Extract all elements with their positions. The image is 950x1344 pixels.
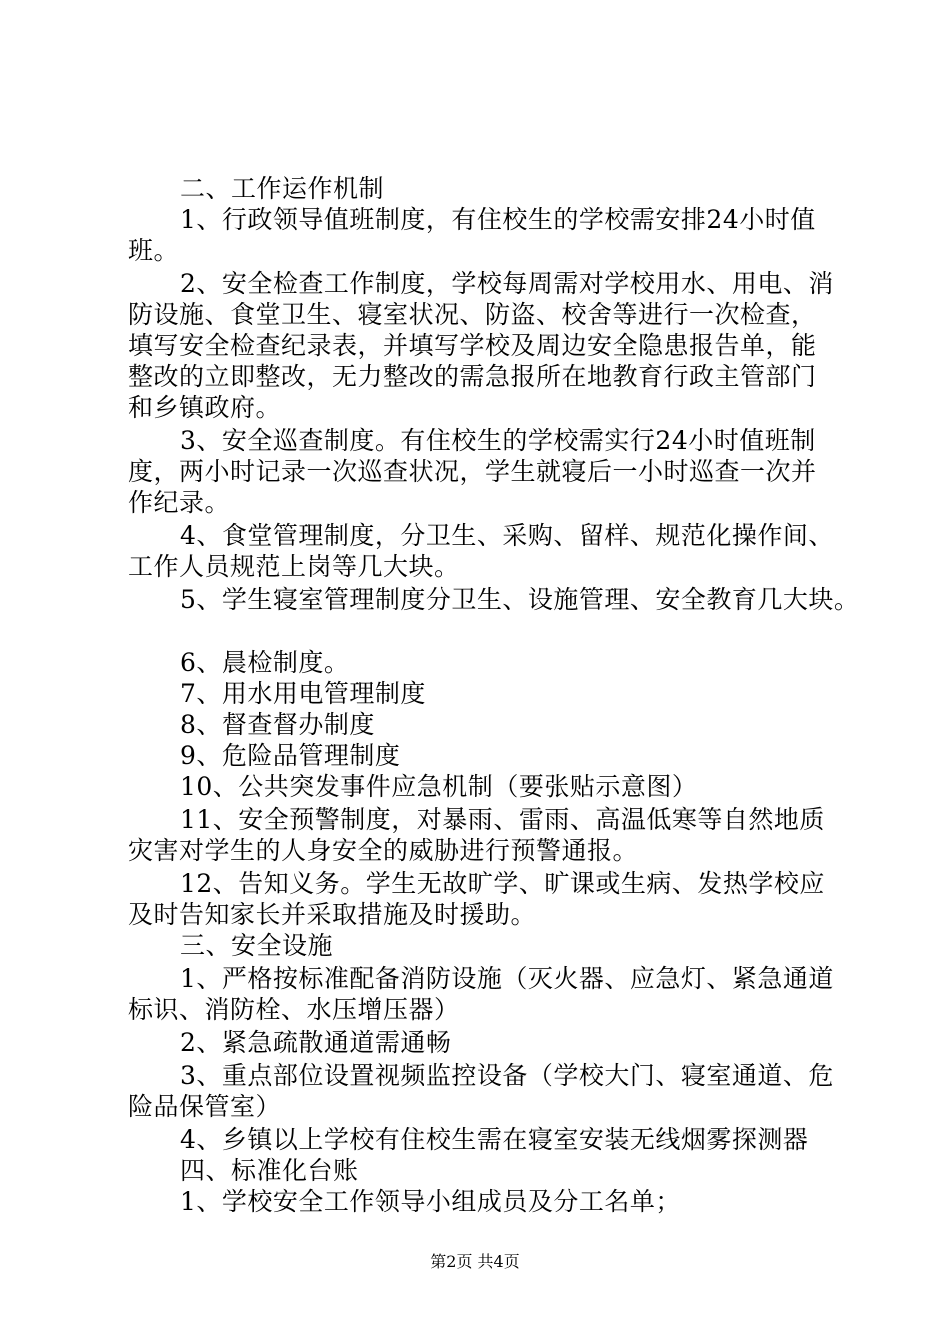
paragraph-line: 3、重点部位设置视频监控设备（学校大门、寝室通道、危 [180,1061,834,1090]
paragraph-line: 2、紧急疏散通道需通畅 [180,1028,452,1057]
section-heading: 四、标准化台账 [180,1156,359,1185]
paragraph-line: 9、危险品管理制度 [180,741,401,770]
page-footer: 第2页 共4页 [430,1252,520,1271]
paragraph-line: 8、督查督办制度 [180,710,375,739]
paragraph-line: 作纪录。 [128,488,231,517]
paragraph-line: 4、乡镇以上学校有住校生需在寝室安装无线烟雾探测器 [180,1125,809,1154]
paragraph-line: 5、学生寝室管理制度分卫生、设施管理、安全教育几大块。 [180,585,860,614]
paragraph-line: 灾害对学生的人身安全的威胁进行预警通报。 [128,836,639,865]
paragraph-line: 2、安全检查工作制度，学校每周需对学校用水、用电、消 [180,269,834,298]
paragraph-line: 6、晨检制度。 [180,648,350,677]
paragraph-line: 度，两小时记录一次巡查状况，学生就寝后一小时巡查一次并 [128,457,817,486]
paragraph-line: 1、学校安全工作领导小组成员及分工名单； [180,1187,681,1216]
paragraph-line: 10、公共突发事件应急机制（要张贴示意图） [180,772,698,801]
paragraph-line: 1、严格按标准配备消防设施（灭火器、应急灯、紧急通道 [180,964,834,993]
section-heading: 三、安全设施 [180,931,334,960]
paragraph-line: 1、行政领导值班制度，有住校生的学校需安排24小时值 [180,205,816,234]
paragraph-line: 3、安全巡查制度。有住校生的学校需实行24小时值班制 [180,426,816,455]
paragraph-line: 班。 [128,236,180,265]
paragraph-line: 及时告知家长并采取措施及时援助。 [128,900,537,929]
paragraph-line: 11、安全预警制度，对暴雨、雷雨、高温低寒等自然地质 [180,805,825,834]
paragraph-line: 4、食堂管理制度，分卫生、采购、留样、规范化操作间、 [180,521,834,550]
paragraph-line: 工作人员规范上岗等几大块。 [128,552,460,581]
section-heading: 二、工作运作机制 [180,174,385,203]
paragraph-line: 12、告知义务。学生无故旷学、旷课或生病、发热学校应 [180,869,825,898]
paragraph-line: 和乡镇政府。 [128,393,282,422]
paragraph-line: 填写安全检查纪录表，并填写学校及周边安全隐患报告单，能 [128,331,817,360]
paragraph-line: 整改的立即整改，无力整改的需急报所在地教育行政主管部门 [128,362,817,391]
paragraph-line: 险品保管室） [128,1092,282,1121]
paragraph-line: 7、用水用电管理制度 [180,679,426,708]
paragraph-line: 防设施、食堂卫生、寝室状况、防盗、校舍等进行一次检查， [128,300,817,329]
paragraph-line: 标识、消防栓、水压增压器） [128,995,460,1024]
